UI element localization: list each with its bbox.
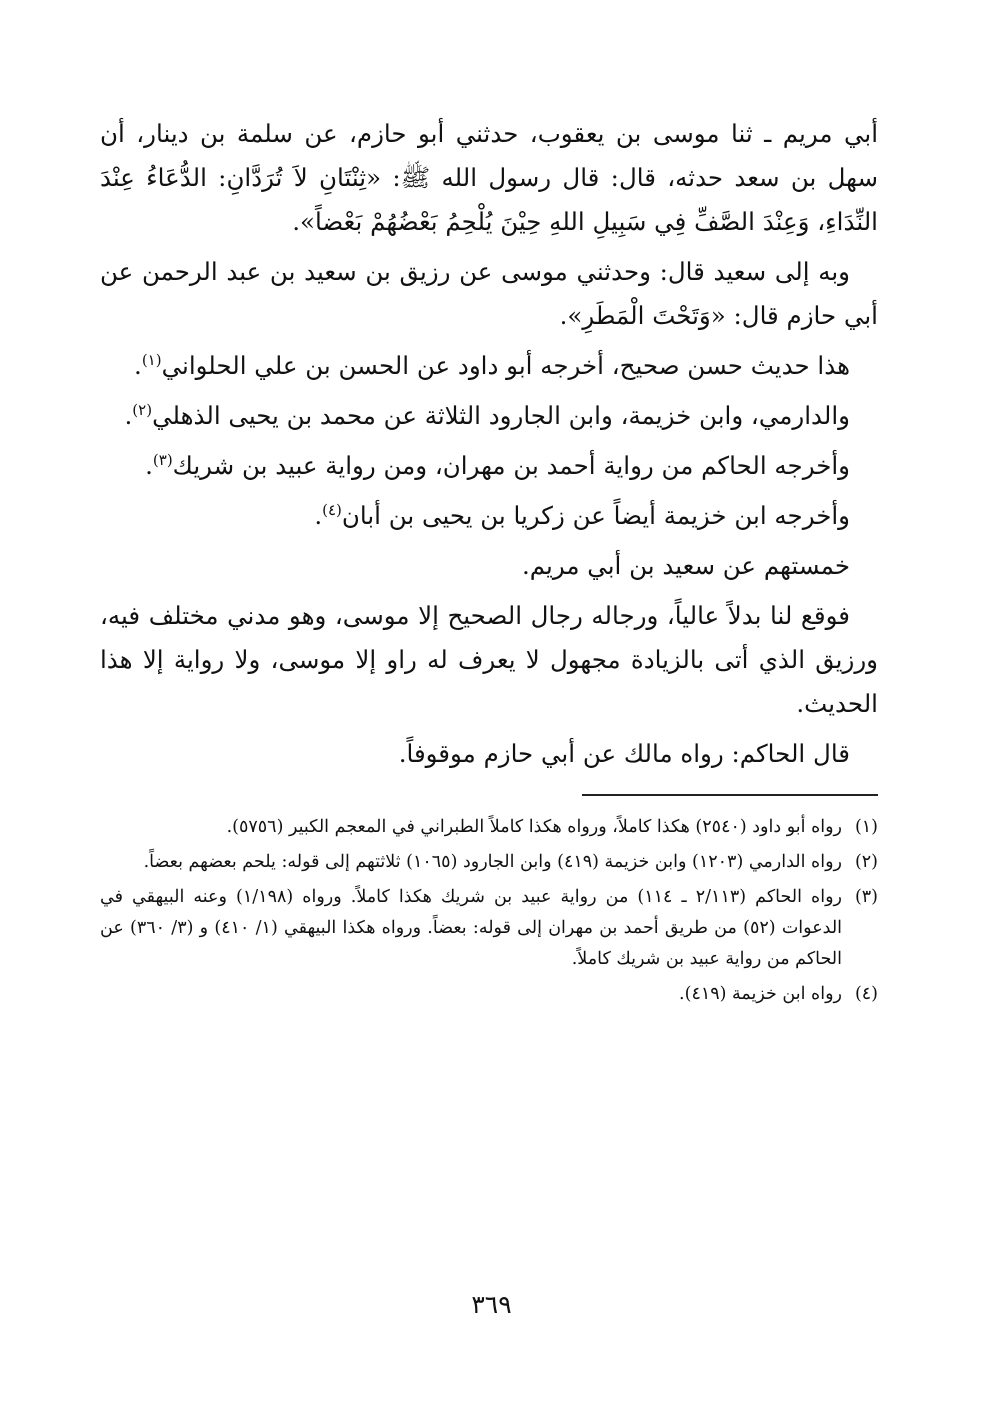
footnote-text: رواه أبو داود (٢٥٤٠) هكذا كاملاً، ورواه هكذا كاملاً الطبراني في المعجم الكبير (٥٧٥٦).	[226, 817, 842, 837]
footnote-3	[100, 882, 878, 975]
period: .	[134, 351, 142, 380]
paragraph-darimi	[100, 394, 878, 438]
paragraph-text: وأخرجه ابن خزيمة أيضاً عن زكريا بن يحيى بن أبان	[341, 501, 850, 530]
footnote-divider	[582, 794, 878, 796]
footnote-ref-1[interactable]: (١)	[141, 350, 162, 369]
paragraph-hadith: أبي مريم ـ ثنا موسى بن يعقوب، حدثني أبو حازم، عن سلمة بن دينار، أن سهل بن سعد حدثه، قال: قال رسول الله ﷺ: «ثِنْتَانِ لاَ تُرَدَّانِ: الدُّعَاءُ عِنْدَ النِّدَاءِ، وَعِنْدَ الصَّفِّ فِي سَبِيلِ اللهِ حِيْنَ يُلْحِمُ بَعْضُهُمْ بَعْضاً».	[100, 119, 878, 236]
period: .	[124, 401, 133, 430]
paragraph-malik: قال الحاكم: رواه مالك عن أبي حازم موقوفاً.	[398, 739, 850, 768]
paragraph-five: خمستهم عن سعيد بن أبي مريم.	[521, 551, 850, 580]
paragraph-grading	[100, 344, 878, 388]
footnote-text: رواه الدارمي (١٢٠٣) وابن خزيمة (٤١٩) وابن الجارود (١٠٦٥) ثلاثتهم إلى قوله: يلحم بعضهم بعضاً.	[143, 852, 842, 872]
footnote-number: (٢)	[854, 852, 878, 872]
paragraph-text: وأخرجه الحاكم من رواية أحمد بن مهران، ومن رواية عبيد بن شريك	[172, 451, 850, 480]
paragraph-khuzayma	[100, 494, 878, 538]
footnote-number: (٣)	[854, 887, 878, 907]
paragraph-text: والدارمي، وابن خزيمة، وابن الجارود الثلاثة عن محمد بن يحيى الذهلي	[152, 401, 850, 430]
footnote-2	[100, 847, 878, 878]
footnote-number: (١)	[854, 817, 878, 837]
paragraph-narrators: فوقع لنا بدلاً عالياً، ورجاله رجال الصحيح إلا موسى، وهو مدني مختلف فيه، ورزيق الذي أتى بالزيادة مجهول لا يعرف له راو إلا موسى، ولا رواية إلا هذا الحديث.	[100, 601, 878, 718]
footnote-text: رواه ابن خزيمة (٤١٩).	[679, 984, 842, 1004]
paragraph-text: هذا حديث حسن صحيح، أخرجه أبو داود عن الحسن بن علي الحلواني	[161, 351, 850, 380]
book-page	[100, 112, 878, 1362]
period: .	[314, 501, 323, 530]
footnote-ref-3[interactable]: (٣)	[152, 450, 173, 469]
footnote-text: رواه الحاكم (٢/١١٣ ـ ١١٤) من رواية عبيد بن شريك هكذا كاملاً. ورواه (١/١٩٨) وعنه البيهقي في الدعوات (٥٢) من طريق أحمد بن مهران إلى قوله: بعضاً. ورواه هكذا البيهقي (١/ ٤١٠) و (٣/ ٣٦٠) عن الحاكم من رواية عبيد بن شريك كاملاً.	[100, 887, 843, 969]
footnote-1	[100, 812, 878, 843]
period: .	[145, 451, 153, 480]
footnote-number: (٤)	[854, 984, 878, 1004]
footnote-ref-2[interactable]: (٢)	[132, 400, 153, 419]
paragraph-hakim	[100, 444, 878, 488]
footnote-ref-4[interactable]: (٤)	[322, 500, 342, 519]
paragraph-chain: وبه إلى سعيد قال: وحدثني موسى عن رزيق بن سعيد بن عبد الرحمن عن أبي حازم قال: «وَتَحْتَ الْمَطَرِ».	[100, 257, 878, 330]
page-number: ٣٦٩	[471, 1290, 512, 1319]
footnote-4	[100, 979, 878, 1010]
